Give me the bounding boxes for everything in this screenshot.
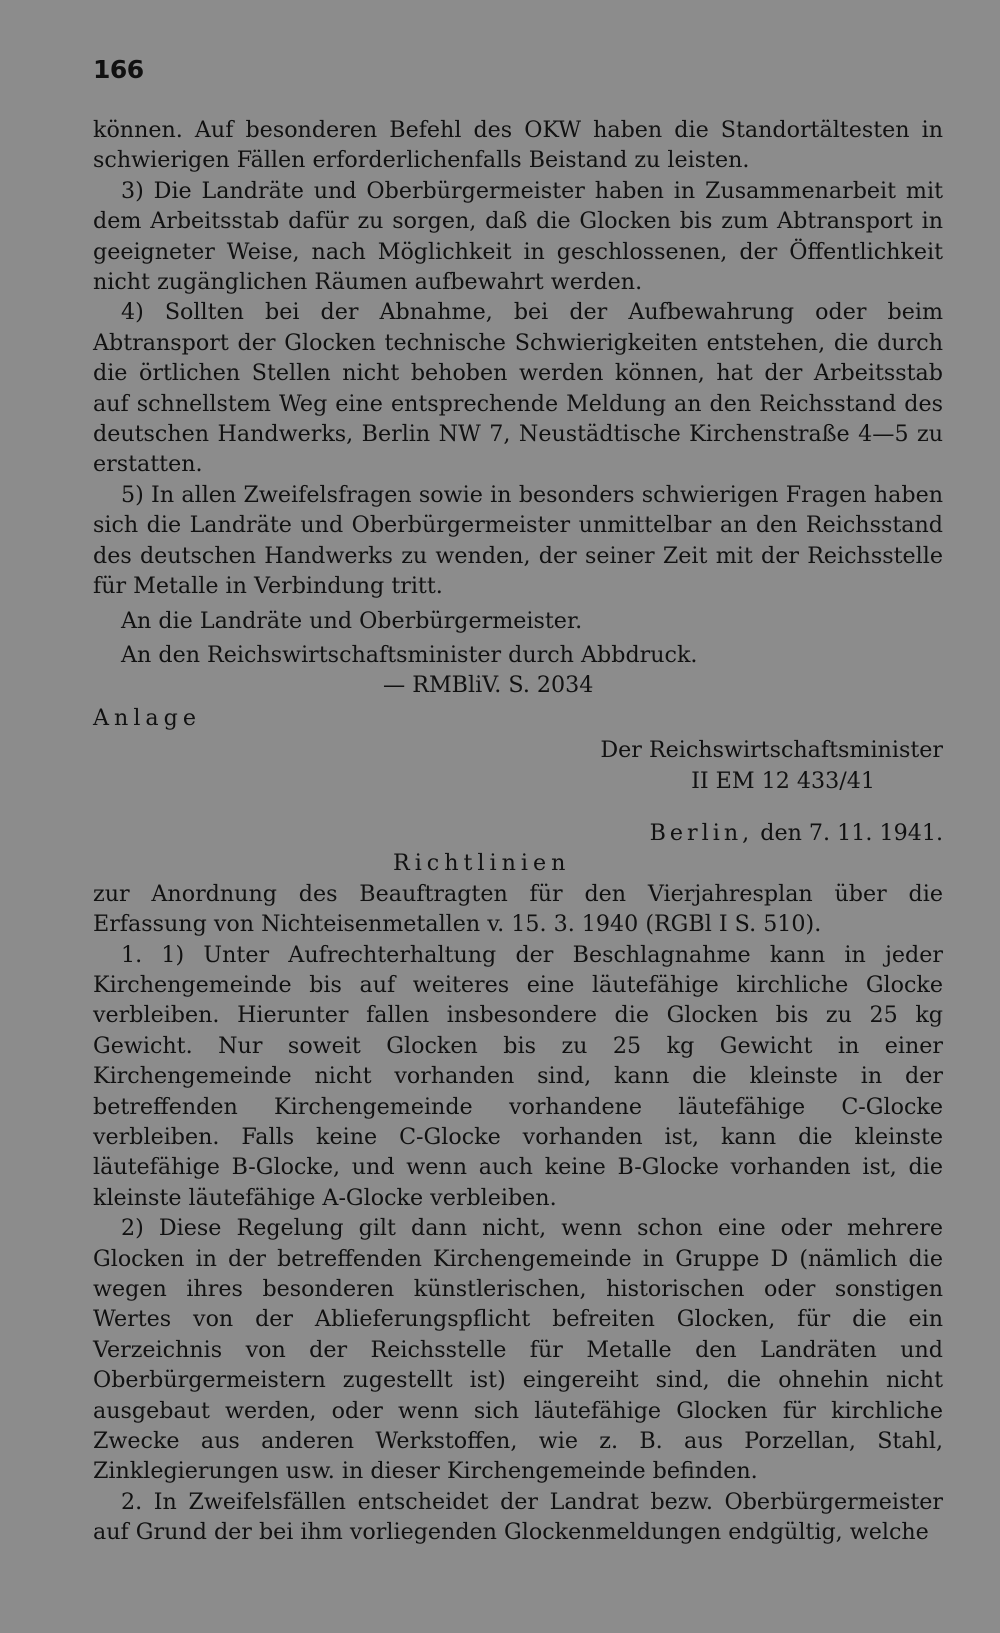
date-city: Berlin, [649,819,754,846]
document-body [93,115,943,1548]
citation: — RMBliV. S. 2034 [383,672,594,699]
ministry-name: Der Reichswirtschaftsminister [600,737,943,764]
document-page [93,55,943,1615]
page-number: 166 [93,55,144,84]
document-date [93,818,943,848]
section-2: 2. In Zweifelsfällen entscheidet der Landrat bezw. Oberbürgermeister auf Grund der bei ihm vorliegenden Glockenmeldungen endgültig, welche [93,1488,943,1546]
paragraph-4: 4) Sollten bei der Abnahme, bei der Aufbewahrung oder beim Abtransport der Glocken technische Schwierigkeiten entstehen, die durch die örtlichen Stellen nicht behoben werden können, hat der Arbeitsstab auf schnellstem Weg eine entsprechende Meldung an den Reichsstand des deutschen Handwerks, Berlin NW 7, Neustädtische Kirchenstraße 4—5 zu erstatten. [93,299,943,478]
document-subtitle: zur Anordnung des Beauftragten für den Vierjahresplan über die Erfassung von Nichteisenmetallen v. 15. 3. 1940 (RGBl I S. 510). [93,880,943,938]
section-1-paragraph-2: 2) Diese Regelung gilt dann nicht, wenn schon eine oder mehrere Glocken in der betreffenden Kirchengemeinde in Gruppe D (nämlich die wegen ihres besonderen künstlerischen, historischen oder sonstigen Wertes von der Ablieferungspflicht befreiten Glocken, für die ein Verzeichnis von der Reichsstelle für Metalle den Landräten und Oberbürgermeistern zugestellt ist) eingereiht sind, die ohnehin nicht ausgebaut werden, oder wenn sich läutefähige Glocken für kirchliche Zwecke aus anderen Werkstoffen, wie z. B. aus Porzellan, Stahl, Zinklegierungen usw. in dieser Kirchengemeinde befinden. [93,1215,943,1485]
reference-number: II EM 12 433/41 [691,767,875,794]
anlage-label: Anlage [93,704,201,731]
section-1-paragraph-1: 1. 1) Unter Aufrechterhaltung der Beschlagnahme kann in jeder Kirchengemeinde bis auf weiteres eine läutefähige kirchliche Glocke verbleiben. Hierunter fallen insbesondere die Glocken bis zu 25 kg Gewicht. Nur soweit Glocken bis zu 25 kg Gewicht in einer Kirchengemeinde nicht vorhanden sind, kann die kleinste in der betreffenden Kirchengemeinde vorhandene läutefähige C-Glocke verbleiben. Falls keine C-Glocke vorhanden ist, kann die kleinste läutefähige B-Glocke, und wenn auch keine B-Glocke vorhanden ist, die kleinste läutefähige A-Glocke verbleiben. [93,941,943,1211]
date-text: den 7. 11. 1941. [753,819,943,846]
paragraph-continuation: können. Auf besonderen Befehl des OKW haben die Standortältesten in schwierigen Fällen erforderlichenfalls Beistand zu leisten. [93,117,943,174]
addressee-line-1: An die Landräte und Oberbürgermeister. [121,607,583,634]
document-title: Richtlinien [393,850,571,877]
addressee-line-2: An den Reichswirtschaftsminister durch Abbdruck. [121,641,698,668]
paragraph-5: 5) In allen Zweifelsfragen sowie in besonders schwierigen Fragen haben sich die Landräte und Oberbürgermeister unmittelbar an den Reichsstand des deutschen Handwerks zu wenden, der seiner Zeit mit der Reichsstelle für Metalle in Verbindung tritt. [93,481,943,600]
paragraph-3: 3) Die Landräte und Oberbürgermeister haben in Zusammenarbeit mit dem Arbeitsstab dafür zu sorgen, daß die Glocken bis zum Abtransport in geeigneter Weise, nach Möglichkeit in geschlossenen, der Öffentlichkeit nicht zugänglichen Räumen aufbewahrt werden. [93,177,943,296]
